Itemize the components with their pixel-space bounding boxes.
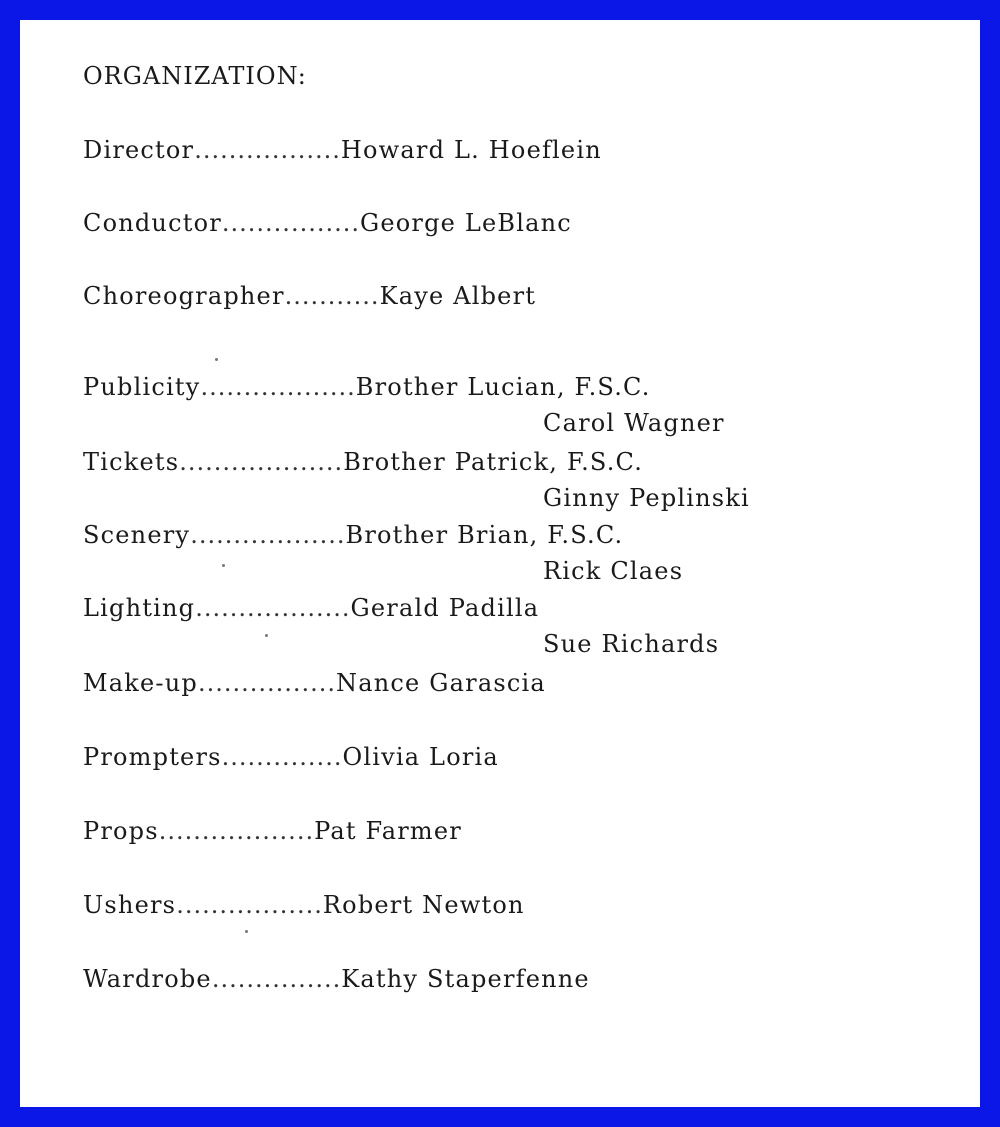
entry-props	[83, 817, 462, 845]
continuation-name: Sue Richards	[543, 630, 720, 658]
role-label: Choreographer	[83, 282, 285, 310]
role-label: Tickets	[83, 448, 180, 476]
dot-leader: ................	[221, 209, 360, 237]
dot-leader: .................	[194, 136, 341, 164]
entry-tickets	[83, 448, 643, 476]
entry-prompters	[83, 743, 499, 771]
dot-leader: .................	[176, 891, 323, 919]
continuation-name: Carol Wagner	[543, 409, 725, 437]
entry-scenery	[83, 521, 623, 549]
person-name: Brother Lucian, F.S.C.	[355, 373, 651, 401]
dot-leader: ................	[197, 669, 337, 697]
person-name: Olivia Loria	[342, 743, 499, 771]
paper-speck	[245, 930, 248, 933]
person-name: Brother Brian, F.S.C.	[345, 521, 624, 549]
entry-lighting	[83, 594, 539, 622]
role-label: Lighting	[83, 594, 196, 622]
dot-leader: ...............	[211, 965, 342, 993]
role-label: Wardrobe	[83, 965, 212, 993]
person-name: George LeBlanc	[359, 209, 572, 237]
person-name: Gerald Padilla	[350, 594, 540, 622]
dot-leader: ..................	[195, 594, 351, 622]
entry-make-up	[83, 669, 546, 697]
role-label: Props	[83, 817, 159, 845]
paper-speck	[222, 564, 225, 567]
person-name: Pat Farmer	[314, 817, 462, 845]
section-heading: ORGANIZATION:	[83, 62, 307, 90]
dot-leader: ..................	[200, 373, 356, 401]
continuation-name: Rick Claes	[543, 557, 684, 585]
role-label: Director	[83, 136, 195, 164]
dot-leader: ...................	[179, 448, 344, 476]
role-label: Conductor	[83, 209, 222, 237]
role-label: Make-up	[83, 669, 198, 697]
role-label: Ushers	[83, 891, 177, 919]
dot-leader: ...........	[284, 282, 380, 310]
role-label: Scenery	[83, 521, 191, 549]
dot-leader: ..................	[190, 521, 346, 549]
person-name: Brother Patrick, F.S.C.	[343, 448, 644, 476]
entry-conductor	[83, 209, 572, 237]
person-name: Kathy Staperfenne	[341, 965, 590, 993]
role-label: Publicity	[83, 373, 201, 401]
role-label: Prompters	[83, 743, 222, 771]
entry-ushers	[83, 891, 525, 919]
entry-director	[83, 136, 602, 164]
person-name: Nance Garascia	[336, 669, 546, 697]
entry-wardrobe	[83, 965, 590, 993]
person-name: Robert Newton	[322, 891, 525, 919]
dot-leader: ..................	[158, 817, 315, 845]
program-page	[20, 20, 980, 1107]
person-name: Kaye Albert	[379, 282, 537, 310]
paper-speck	[215, 358, 218, 361]
dot-leader: ..............	[221, 743, 343, 771]
continuation-name: Ginny Peplinski	[543, 484, 750, 512]
paper-speck	[265, 634, 268, 637]
person-name: Howard L. Hoeflein	[340, 136, 602, 164]
entry-publicity	[83, 373, 651, 401]
entry-choreographer	[83, 282, 536, 310]
